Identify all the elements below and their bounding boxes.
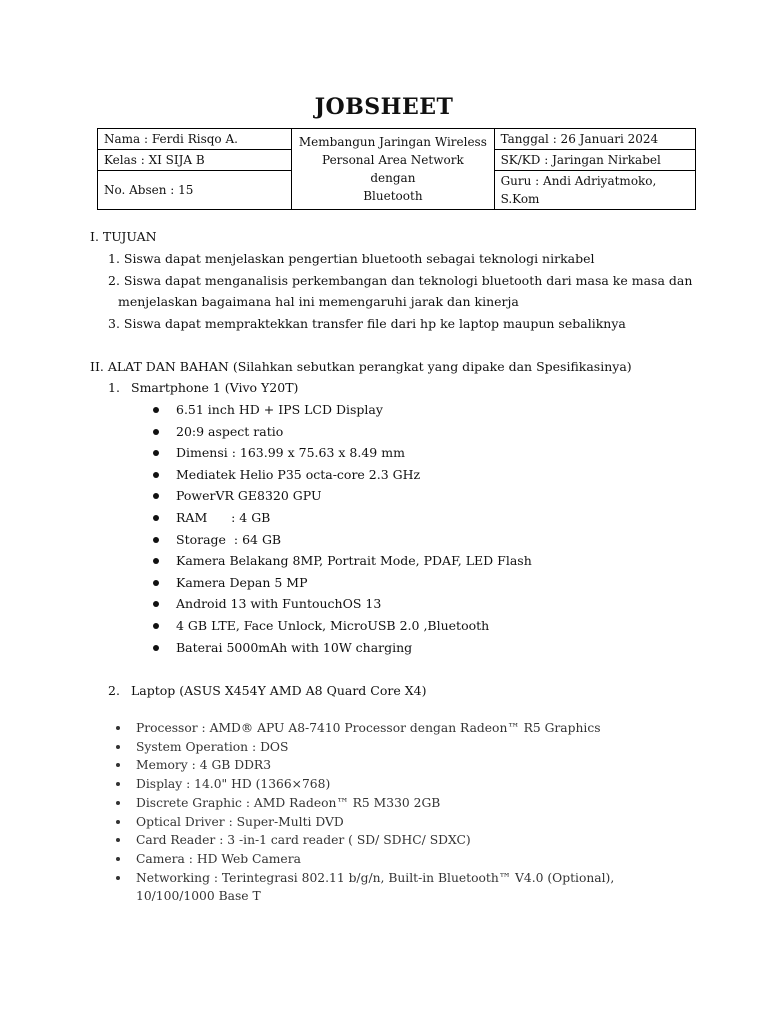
bullet-icon <box>153 558 159 564</box>
list-item <box>148 442 532 464</box>
bullet-icon <box>116 801 120 805</box>
list-item <box>148 637 532 659</box>
absen-cell: No. Absen : 15 <box>98 170 292 209</box>
alat-heading: II. ALAT DAN BAHAN (Silahkan sebutkan perangkat yang dipake dan Spesifikasinya) <box>90 359 632 374</box>
smartphone-spec-list <box>148 399 532 658</box>
laptop-spec-list <box>112 719 696 906</box>
spec-text: Storage : 64 GB <box>176 531 282 547</box>
tujuan-item-2: 2. Siswa dapat menganalisis perkembangan dan teknologi bluetooth dari masa ke masa dan <box>108 273 693 288</box>
alat-item-2-number: 2. <box>108 683 120 698</box>
list-item <box>148 550 532 572</box>
spec-text: Baterai 5000mAh with 10W charging <box>176 639 413 655</box>
bullet-icon <box>116 726 120 730</box>
nama-cell: Nama : Ferdi Risqo A. <box>98 129 292 150</box>
list-item <box>148 421 532 443</box>
spec-text: 4 GB LTE, Face Unlock, MicroUSB 2.0 ,Bluetooth <box>176 617 490 633</box>
bullet-icon <box>116 876 120 880</box>
kelas-cell: Kelas : XI SIJA B <box>98 150 292 170</box>
bullet-icon <box>116 838 120 842</box>
list-item <box>148 529 532 551</box>
spec-text: Dimensi : 163.99 x 75.63 x 8.49 mm <box>176 445 405 461</box>
spec-text: Kamera Depan 5 MP <box>176 574 308 590</box>
list-item <box>148 615 532 637</box>
bullet-icon <box>153 429 159 435</box>
spec-text: Camera : HD Web Camera <box>136 851 301 866</box>
tujuan-item-1: 1. Siswa dapat menjelaskan pengertian bluetooth sebagai teknologi nirkabel <box>108 251 595 266</box>
bullet-icon <box>153 407 159 413</box>
alat-item-2-label: Laptop (ASUS X454Y AMD A8 Quard Core X4) <box>131 683 427 698</box>
bullet-icon <box>153 537 159 543</box>
list-item <box>112 775 696 794</box>
tanggal-cell: Tanggal : 26 Januari 2024 <box>494 129 695 150</box>
skkd-cell: SK/KD : Jaringan Nirkabel <box>494 150 695 170</box>
list-item <box>148 593 532 615</box>
list-item <box>148 399 532 421</box>
judul-line-3: Bluetooth <box>363 189 423 203</box>
list-item <box>112 794 696 813</box>
guru-line-1: Guru : Andi Adriyatmoko, <box>500 173 657 188</box>
spec-text: Processor : AMD® APU A8-7410 Processor dengan Radeon™ R5 Graphics <box>136 721 601 735</box>
spec-text: Card Reader : 3 -in-1 card reader ( SD/ SDHC/ SDXC) <box>136 833 471 848</box>
list-item <box>112 756 696 775</box>
spec-text: PowerVR GE8320 GPU <box>176 488 322 504</box>
bullet-icon <box>116 782 120 786</box>
judul-cell <box>292 129 494 210</box>
list-item <box>112 813 696 832</box>
bullet-icon <box>153 580 159 586</box>
list-item <box>112 831 696 850</box>
judul-line-1: Membangun Jaringan Wireless <box>298 135 487 149</box>
bullet-icon <box>153 515 159 521</box>
alat-item-1-label: Smartphone 1 (Vivo Y20T) <box>131 380 299 395</box>
bullet-icon <box>153 472 159 478</box>
bullet-icon <box>153 623 159 629</box>
guru-line-2: S.Kom <box>500 191 540 206</box>
list-item <box>112 869 696 906</box>
list-item <box>112 850 696 869</box>
list-item <box>112 719 696 738</box>
bullet-icon <box>153 493 159 499</box>
bullet-icon <box>116 745 120 749</box>
list-item <box>112 738 696 757</box>
header-info-table <box>97 128 696 210</box>
spec-text: Mediatek Helio P35 octa-core 2.3 GHz <box>176 466 421 482</box>
spec-text: 6.51 inch HD + IPS LCD Display <box>176 402 383 417</box>
spec-text: System Operation : DOS <box>136 739 289 754</box>
bullet-icon <box>153 450 159 456</box>
list-item <box>148 572 532 594</box>
spec-text: Networking : Terintegrasi 802.11 b/g/n, Built-in Bluetooth™ V4.0 (Optional), 10/100/1000 Base T <box>136 870 615 904</box>
bullet-icon <box>116 857 120 861</box>
spec-text: Android 13 with FuntouchOS 13 <box>176 596 382 612</box>
spec-text: Discrete Graphic : AMD Radeon™ R5 M330 2GB <box>136 795 441 810</box>
page-title: JOBSHEET <box>314 94 454 120</box>
spec-text: Memory : 4 GB DDR3 <box>136 758 272 773</box>
bullet-icon <box>153 645 159 651</box>
tujuan-heading: I. TUJUAN <box>90 229 157 244</box>
spec-text: Display : 14.0" HD (1366×768) <box>136 777 331 792</box>
bullet-icon <box>153 601 159 607</box>
spec-text: RAM : 4 GB <box>176 509 271 525</box>
guru-cell <box>494 170 695 209</box>
judul-line-2: Personal Area Network dengan <box>322 153 464 185</box>
bullet-icon <box>116 820 120 824</box>
list-item <box>148 507 532 529</box>
spec-text: 20:9 aspect ratio <box>176 423 284 439</box>
alat-item-1-number: 1. <box>108 380 120 395</box>
list-item <box>148 485 532 507</box>
bullet-icon <box>116 763 120 767</box>
spec-text: Kamera Belakang 8MP, Portrait Mode, PDAF, LED Flash <box>176 553 532 569</box>
spec-text: Optical Driver : Super-Multi DVD <box>136 814 344 829</box>
tujuan-item-2-cont: menjelaskan bagaimana hal ini memengaruhi jarak dan kinerja <box>118 294 519 309</box>
list-item <box>148 464 532 486</box>
tujuan-item-3: 3. Siswa dapat mempraktekkan transfer file dari hp ke laptop maupun sebaliknya <box>108 316 626 331</box>
